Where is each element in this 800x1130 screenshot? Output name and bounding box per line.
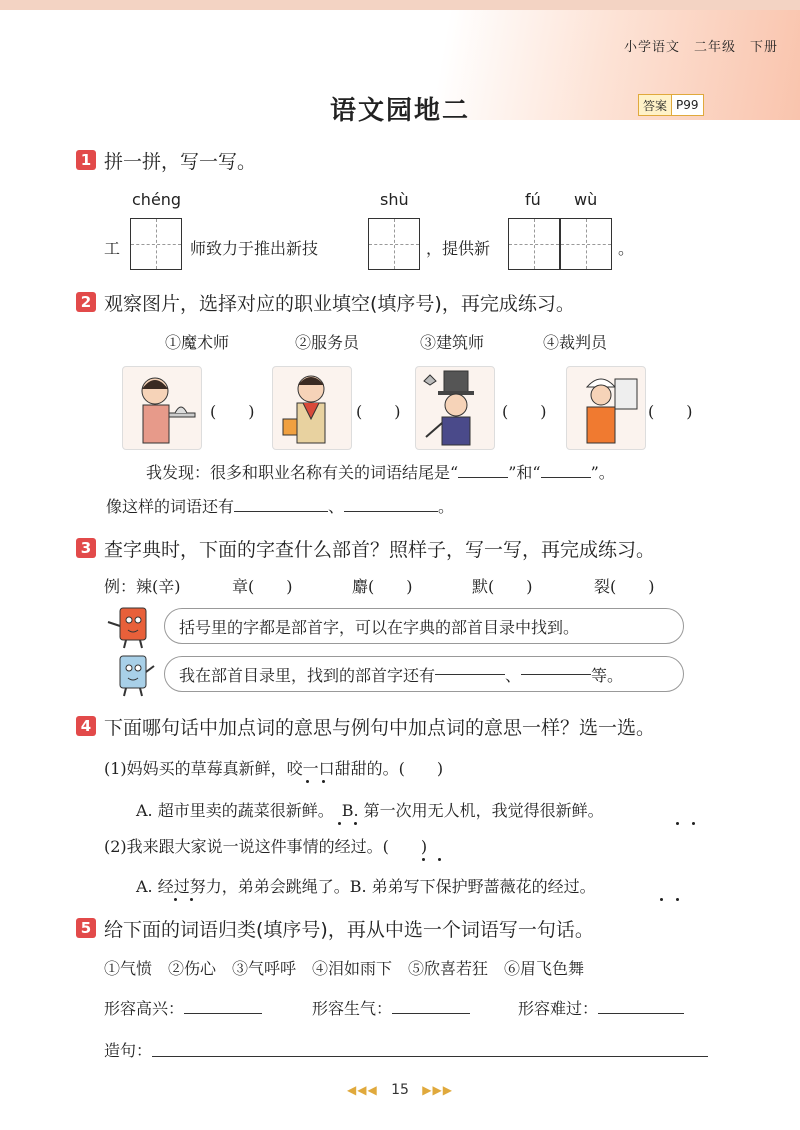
page-title: 语文园地二: [329, 96, 470, 126]
question-2-prompt: 观察图片，选择对应的职业填空(填序号)，再完成练习。: [104, 293, 575, 315]
question-5-prompt: 给下面的词语归类(填序号)，再从中选一个词语写一句话。: [104, 919, 594, 941]
header-top-strip: [0, 0, 800, 10]
q2-line1-c: ”。: [590, 463, 615, 482]
emphasis-dot: [438, 858, 441, 861]
answer-badge[interactable]: [638, 94, 704, 116]
q2-discovery-line: [146, 460, 615, 483]
question-number-3: 3: [76, 538, 96, 558]
q4-sentence-1-options[interactable]: A. 超市里卖的蔬菜很新鲜。 B. 第一次用无人机，我觉得很新鲜。: [136, 801, 604, 820]
category-happy-label: 形容高兴：: [104, 999, 185, 1018]
word-blank-1[interactable]: [234, 511, 328, 512]
answer-label: 答案: [643, 98, 668, 113]
emphasis-dot: [660, 898, 663, 901]
emphasis-dot: [692, 822, 695, 825]
emphasis-dot: [676, 898, 679, 901]
category-happy: [104, 996, 262, 1019]
emphasis-dot: [422, 858, 425, 861]
q4-sentence-1: (1)妈妈买的草莓真新鲜，咬一口甜甜的。( ): [104, 759, 444, 778]
question-1-prompt: 拼一拼，写一写。: [104, 151, 257, 173]
option-magician: ①魔术师: [165, 333, 230, 352]
dictionary-character-icon: [104, 652, 156, 702]
radical-item-mo[interactable]: 默( ): [472, 577, 533, 596]
architect-illustration: [272, 366, 352, 450]
q2-line2-a: 像这样的词语还有: [106, 497, 235, 516]
pinyin-fu: fú: [525, 190, 541, 209]
q1-text-3: ，提供新: [426, 239, 491, 258]
q1-text-4: 。: [618, 239, 635, 258]
category-sad-label: 形容难过：: [518, 999, 599, 1018]
radical-blank-2[interactable]: [521, 674, 591, 675]
category-sad: [518, 996, 684, 1019]
pinyin-wu: wù: [574, 190, 598, 209]
radical-blank-1[interactable]: [435, 674, 505, 675]
q2-line2-c: 。: [438, 497, 455, 516]
page-number: 15: [391, 1082, 409, 1098]
word-blank-2[interactable]: [344, 511, 438, 512]
left-arrows-icon: ◀◀◀: [347, 1083, 378, 1097]
question-3-prompt: 查字典时，下面的字查什么部首？照样子，写一写，再完成练习。: [104, 539, 656, 561]
answer-page: P99: [671, 95, 703, 115]
emphasis-dot: [306, 780, 309, 783]
q2-more-words-line: [106, 494, 454, 517]
writing-grid-wu[interactable]: [560, 218, 612, 270]
q2-line1-a: 我发现：很多和职业名称有关的词语结尾是“: [146, 463, 459, 482]
question-number-4: 4: [76, 716, 96, 736]
right-arrows-icon: ▶▶▶: [422, 1083, 453, 1097]
q5-word-list: ①气愤 ②伤心 ③气呼呼 ④泪如雨下 ⑤欣喜若狂 ⑥眉飞色舞: [104, 959, 585, 978]
suffix-blank-2[interactable]: [541, 477, 591, 478]
speech-bubble-1: [164, 608, 684, 644]
emphasis-dot: [190, 898, 193, 901]
question-number-5: 5: [76, 918, 96, 938]
emphasis-dot: [354, 822, 357, 825]
pinyin-shu: shù: [380, 190, 409, 209]
book-character-icon: [104, 604, 156, 654]
q4-sentence-2: (2)我来跟大家说一说这件事情的经过。( ): [104, 837, 428, 856]
sentence-label: 造句：: [104, 1041, 153, 1060]
magician-illustration: [415, 366, 495, 450]
q2-line2-b: 、: [328, 497, 345, 516]
emphasis-dot: [676, 822, 679, 825]
category-angry-label: 形容生气：: [312, 999, 393, 1018]
q2-line1-b: ”和“: [508, 463, 541, 482]
question-number-1: 1: [76, 150, 96, 170]
q1-text-2: 师致力于推出新技: [190, 239, 319, 258]
category-happy-blank[interactable]: [184, 1013, 262, 1014]
emphasis-dot: [174, 898, 177, 901]
page-footer: [0, 1082, 800, 1098]
emphasis-dot: [338, 822, 341, 825]
bubble-2-text-b: 、: [505, 665, 522, 685]
radical-item-zhang[interactable]: 章( ): [232, 577, 293, 596]
category-sad-blank[interactable]: [598, 1013, 684, 1014]
paren-2[interactable]: ( ): [356, 402, 401, 421]
course-label: 小学语文 二年级 下册: [623, 40, 778, 55]
paren-3[interactable]: ( ): [502, 402, 547, 421]
pinyin-cheng: chéng: [132, 190, 182, 209]
bubble-1-text: 括号里的字都是部首字，可以在字典的部首目录中找到。: [179, 617, 580, 637]
category-angry: [312, 996, 470, 1019]
referee-illustration: [566, 366, 646, 450]
q4-sentence-2-options[interactable]: A. 经过努力，弟弟会跳绳了。B. 弟弟写下保护野蔷薇花的经过。: [136, 877, 596, 896]
paren-1[interactable]: ( ): [210, 402, 255, 421]
bubble-2-text-c: 等。: [591, 665, 624, 685]
option-referee: ④裁判员: [543, 333, 608, 352]
writing-grid-fu[interactable]: [508, 218, 560, 270]
suffix-blank-1[interactable]: [458, 477, 508, 478]
emphasis-dot: [322, 780, 325, 783]
sentence-line[interactable]: [152, 1056, 708, 1057]
radical-example: 例：辣(辛): [104, 577, 181, 596]
writing-grid-cheng[interactable]: [130, 218, 182, 270]
category-angry-blank[interactable]: [392, 1013, 470, 1014]
question-4-prompt: 下面哪句话中加点词的意思与例句中加点词的意思一样？选一选。: [104, 717, 656, 739]
speech-bubble-2: [164, 656, 684, 692]
paren-4[interactable]: ( ): [648, 402, 693, 421]
bubble-2-text-a: 我在部首目录里，找到的部首字还有: [179, 665, 436, 685]
question-number-2: 2: [76, 292, 96, 312]
waiter-illustration: [122, 366, 202, 450]
option-waiter: ②服务员: [295, 333, 360, 352]
radical-item-lie[interactable]: 裂( ): [594, 577, 655, 596]
writing-grid-shu[interactable]: [368, 218, 420, 270]
q1-text-1: 工: [104, 239, 121, 258]
option-architect: ③建筑师: [420, 333, 485, 352]
radical-item-she[interactable]: 麝( ): [352, 577, 413, 596]
